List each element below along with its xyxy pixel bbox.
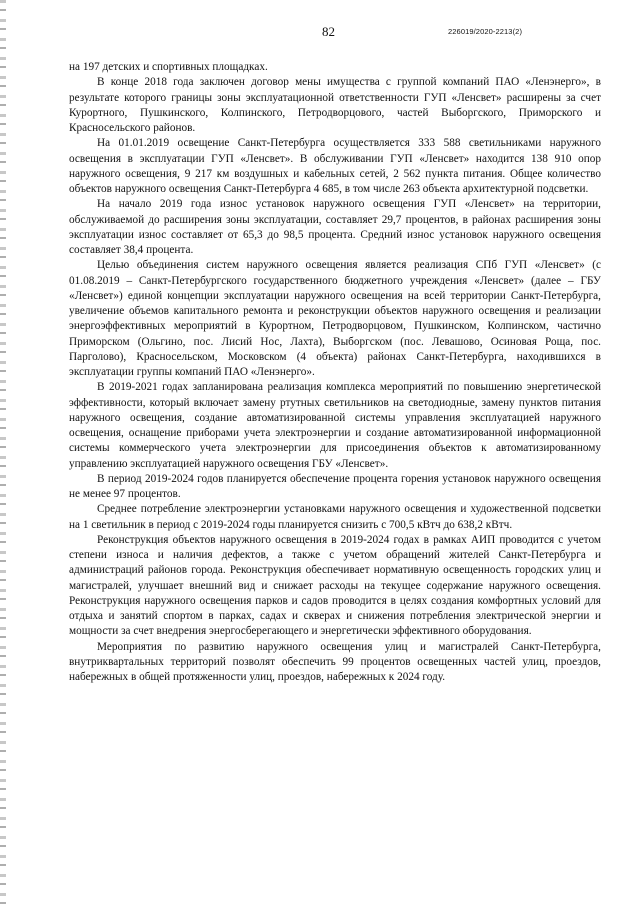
paragraph-lighting-inventory: На 01.01.2019 освещение Санкт-Петербурга осуществляется 333 588 светильниками наружного освещения в эксплуатации ГУП «Ленсвет». В обслуживании ГУП «Ленсвет» находится 138 910 опор наружного освещения, 9 217 км воздушных и кабельных сетей, 2 562 пункта питания. Общее количество объектов наружного освещения Санкт-Петербурга 4 685, в том числе 263 объекта архитектурной подсветки. [69, 137, 601, 195]
document-body [69, 60, 601, 685]
paragraph-wear-level: На начало 2019 года износ установок наружного освещения ГУП «Ленсвет» на территории, обслуживаемой до расширения зоны эксплуатации, составляет 29,7 процентов, в районах расширения зоны эксплуатации износ составляет от 65,3 до 98,5 процента. Средний износ установок наружного освещения составляет 38,4 процента. [69, 198, 601, 256]
document-code: 226019/2020-2213(2) [448, 27, 523, 36]
paragraph-consumption: Среднее потребление электроэнергии установками наружного освещения и художественной подсветки на 1 светильник в период с 2019-2024 годы планируется снизить с 700,5 кВтч до 638,2 кВтч. [69, 503, 601, 531]
paragraph-development-result: Мероприятия по развитию наружного освещения улиц и магистралей Санкт-Петербурга, внутриквартальных территорий позволят обеспечить 99 процентов освещенных частей улиц, проездов, набережных в общей протяженности улиц, проездов, набережных к 2024 году. [69, 640, 601, 683]
paragraph-unification-goal: Целью объединения систем наружного освещения является реализация СПб ГУП «Ленсвет» (с 01.08.2019 – Санкт-Петербургского государственного бюджетного учреждения «Ленсвет» (далее – ГБУ «Ленсвет») единой концепции эксплуатации наружного освещения на всей территории Санкт-Петербурга, увеличение объемов капитального ремонта и реконструкции объектов наружного освещения и реализации энергоэффективных мероприятий в Курортном, Петродворцовом, Пушкинском, Колпинском, частично Приморском (Ольгино, пос. Лисий Нос, Лахта), Выборгском (пос. Левашово, Осиновая Роща, пос. Парголово), Красносельском, Московском (4 объекта) районах Санкт-Петербурга, находившихся в эксплуатации группы компаний ПАО «Ленэнерго». [69, 259, 601, 378]
page-number: 82 [322, 24, 335, 39]
paragraph-reconstruction: Реконструкция объектов наружного освещения в 2019-2024 годах в рамках АИП проводится с учетом степени износа и наличия дефектов, а также с учетом обращений жителей Санкт-Петербурга и администраций районов города. Реконструкция обеспечивает нормативную освещенность городских улиц и магистралей, улучшает внешний вид и снижает расходы на текущее содержание наружного освещения. Реконструкция наружного освещения парков и садов проводится в целях создания комфортных условий для отдыха и занятий спортом в парках, садах и скверах и снижения потребления электрической энергии и мощности за счет внедрения энергосберегающего и энергетически эффективного оборудования. [69, 533, 601, 638]
paragraph-burning-rate: В период 2019-2024 годов планируется обеспечение процента горения установок наружного освещения не менее 97 процентов. [69, 472, 601, 500]
paragraph-continuation: на 197 детских и спортивных площадках. [69, 61, 268, 73]
paragraph-efficiency-measures: В 2019-2021 годах запланирована реализация комплекса мероприятий по повышению энергетической эффективности, который включает замену ртутных светильников на светодиодные, замену пунктов питания наружного освещения, создание автоматизированной системы управления эксплуатацией наружного освещения, оснащение приборами учета электроэнергии и создание автоматизированной информационной системы коммерческого учета электроэнергии для присоединения объектов к автоматизированному управлению эксплуатацией наружного освещения ГБУ «Ленсвет». [69, 381, 601, 470]
scan-binding-edge [0, 0, 6, 905]
paragraph-exchange-agreement: В конце 2018 года заключен договор мены имущества с группой компаний ПАО «Ленэнерго», в результате которого границы зоны эксплуатационной ответственности ГУП «Ленсвет» расширены за счет Курортного, Пушкинского, Колпинского, Петродворцового, частей Выборгского, Приморского и Красносельского районов. [69, 76, 601, 134]
